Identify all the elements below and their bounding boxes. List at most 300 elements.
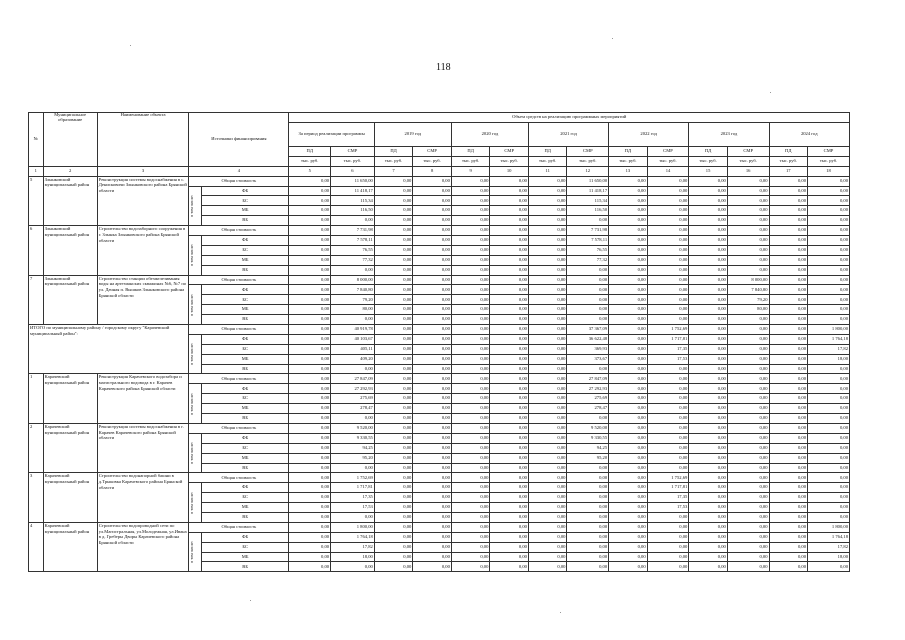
value-cell: 0,00 xyxy=(451,295,490,305)
value-cell: 0,00 xyxy=(808,453,850,463)
value-cell: 0,00 xyxy=(413,414,452,424)
source-code: БС xyxy=(201,196,289,206)
value-cell: 0,00 xyxy=(727,443,769,453)
unit-header: тыс. руб. xyxy=(490,156,529,166)
value-cell: 0,00 xyxy=(451,483,490,493)
value-cell: 0,00 xyxy=(490,503,529,513)
source-code: ВБ xyxy=(201,562,289,572)
smr-header: СМР xyxy=(331,147,375,157)
value-cell: 0,00 xyxy=(689,275,728,285)
value-cell: 0,00 xyxy=(647,265,689,275)
value-cell: 0,00 xyxy=(609,483,648,493)
value-cell: 0,00 xyxy=(609,334,648,344)
value-cell: 0,00 xyxy=(769,236,808,246)
value-cell: 0,00 xyxy=(413,394,452,404)
value-cell: 0,00 xyxy=(451,325,490,335)
value-cell: 0,00 xyxy=(727,562,769,572)
value-cell: 0,00 xyxy=(374,236,413,246)
value-cell: 0,00 xyxy=(567,552,609,562)
value-cell: 8 000,00 xyxy=(331,275,375,285)
in-that-number-label xyxy=(189,532,202,572)
row-number: 3 xyxy=(29,473,44,522)
value-cell: 0,00 xyxy=(769,473,808,483)
source-code: МБ xyxy=(201,404,289,414)
value-cell: 0,00 xyxy=(413,334,452,344)
value-cell: 0,00 xyxy=(808,285,850,295)
value-cell: 0,00 xyxy=(689,325,728,335)
in-that-number-text: в том числе: xyxy=(189,244,195,267)
value-cell: 1 800,00 xyxy=(808,522,850,532)
value-cell: 94,25 xyxy=(331,443,375,453)
value-cell: 0,00 xyxy=(528,404,567,414)
value-cell: 0,00 xyxy=(689,493,728,503)
value-cell: 17,35 xyxy=(331,493,375,503)
value-cell: 0,00 xyxy=(609,216,648,226)
value-cell: 0,00 xyxy=(528,453,567,463)
value-cell: 0,00 xyxy=(528,522,567,532)
value-cell: 0,00 xyxy=(808,206,850,216)
value-cell: 0,00 xyxy=(451,236,490,246)
value-cell: 0,00 xyxy=(609,394,648,404)
value-cell: 0,00 xyxy=(609,196,648,206)
value-cell: 0,00 xyxy=(808,443,850,453)
row-number: 7 xyxy=(29,275,44,324)
value-cell: 1 764,18 xyxy=(808,532,850,542)
value-cell: 7 840,80 xyxy=(331,285,375,295)
value-cell: 0,00 xyxy=(289,453,331,463)
value-cell: 0,00 xyxy=(647,275,689,285)
value-cell: 0,00 xyxy=(808,196,850,206)
value-cell: 0,00 xyxy=(609,255,648,265)
source-code: МБ xyxy=(201,255,289,265)
value-cell: 0,00 xyxy=(289,275,331,285)
pd-header: ПД xyxy=(769,147,808,157)
value-cell: 0,00 xyxy=(451,334,490,344)
value-cell: 0,00 xyxy=(490,493,529,503)
value-cell: 0,00 xyxy=(727,542,769,552)
smr-header: СМР xyxy=(490,147,529,157)
value-cell: 0,00 xyxy=(374,443,413,453)
value-cell: 17,53 xyxy=(331,503,375,513)
value-cell: 0,00 xyxy=(689,483,728,493)
value-cell: 0,00 xyxy=(413,305,452,315)
value-cell: 0,00 xyxy=(331,216,375,226)
value-cell: 0,00 xyxy=(289,305,331,315)
value-cell: 0,00 xyxy=(567,493,609,503)
value-cell: 0,00 xyxy=(769,285,808,295)
value-cell: 0,00 xyxy=(528,285,567,295)
row-number: 2 xyxy=(29,423,44,472)
object-name: Строительство станции обезжелезивания воды на артезианских скважинах №6, №7 по ул. Дачная п. Вышков Злынковского района Брянской области xyxy=(97,275,189,324)
year-header: 2021 год xyxy=(528,123,608,147)
value-cell: 0,00 xyxy=(490,453,529,463)
value-cell: 17,53 xyxy=(647,503,689,513)
col-volume-header: Объем средств на реализацию программных мероприятий xyxy=(289,113,850,123)
value-cell: 0,00 xyxy=(528,186,567,196)
unit-header: тыс. руб. xyxy=(808,156,850,166)
unit-header: тыс. руб. xyxy=(528,156,567,166)
value-cell: 18,00 xyxy=(331,552,375,562)
col-number: 2 xyxy=(43,166,97,176)
col-number: 12 xyxy=(567,166,609,176)
value-cell: 0,00 xyxy=(490,344,529,354)
value-cell: 0,00 xyxy=(567,542,609,552)
value-cell: 409,20 xyxy=(331,354,375,364)
value-cell: 0,00 xyxy=(567,562,609,572)
table-row xyxy=(29,473,850,483)
value-cell: 0,00 xyxy=(490,245,529,255)
value-cell: 0,00 xyxy=(808,394,850,404)
value-cell: 0,00 xyxy=(689,562,728,572)
value-cell: 0,00 xyxy=(769,503,808,513)
col-number: 15 xyxy=(689,166,728,176)
value-cell: 0,00 xyxy=(528,236,567,246)
value-cell: 0,00 xyxy=(689,334,728,344)
value-cell: 0,00 xyxy=(374,315,413,325)
value-cell: 0,00 xyxy=(808,255,850,265)
value-cell: 0,00 xyxy=(528,542,567,552)
value-cell: 0,00 xyxy=(528,483,567,493)
value-cell: 0,00 xyxy=(647,384,689,394)
value-cell: 0,00 xyxy=(374,186,413,196)
value-cell: 0,00 xyxy=(567,265,609,275)
value-cell: 0,00 xyxy=(769,334,808,344)
value-cell: 0,00 xyxy=(727,265,769,275)
value-cell: 0,00 xyxy=(647,423,689,433)
value-cell: 0,00 xyxy=(289,463,331,473)
value-cell: 0,00 xyxy=(490,176,529,186)
value-cell: 0,00 xyxy=(727,473,769,483)
value-cell: 0,00 xyxy=(490,552,529,562)
value-cell: 0,00 xyxy=(769,404,808,414)
value-cell: 0,00 xyxy=(689,176,728,186)
value-cell: 0,00 xyxy=(374,226,413,236)
value-cell: 0,00 xyxy=(609,453,648,463)
value-cell: 0,00 xyxy=(609,552,648,562)
value-cell: 18,00 xyxy=(808,552,850,562)
value-cell: 0,00 xyxy=(528,552,567,562)
value-cell: 0,00 xyxy=(727,255,769,265)
value-cell: 373,67 xyxy=(567,354,609,364)
value-cell: 0,00 xyxy=(374,334,413,344)
value-cell: 0,00 xyxy=(451,245,490,255)
municipality-name: Злынковский муниципальный район xyxy=(43,275,97,324)
value-cell: 0,00 xyxy=(490,483,529,493)
value-cell: 1 752,69 xyxy=(647,473,689,483)
municipality-name: Карачевский муниципальный район xyxy=(43,423,97,472)
value-cell: 0,00 xyxy=(289,226,331,236)
value-cell: 0,00 xyxy=(647,305,689,315)
value-cell: 0,00 xyxy=(289,384,331,394)
value-cell: 0,00 xyxy=(413,532,452,542)
value-cell: 0,00 xyxy=(528,394,567,404)
value-cell: 0,00 xyxy=(331,414,375,424)
value-cell: 0,00 xyxy=(413,483,452,493)
value-cell: 0,00 xyxy=(647,206,689,216)
value-cell: 0,00 xyxy=(490,562,529,572)
value-cell: 0,00 xyxy=(490,443,529,453)
value-cell: 0,00 xyxy=(528,245,567,255)
value-cell: 0,00 xyxy=(451,305,490,315)
unit-header: тыс. руб. xyxy=(567,156,609,166)
value-cell: 0,00 xyxy=(374,374,413,384)
source-code: ФБ xyxy=(201,186,289,196)
value-cell: 0,00 xyxy=(609,512,648,522)
municipality-name: Злынковский муниципальный район xyxy=(43,176,97,225)
col-number: 16 xyxy=(727,166,769,176)
value-cell: 0,00 xyxy=(689,384,728,394)
value-cell: 0,00 xyxy=(769,493,808,503)
value-cell: 0,00 xyxy=(769,354,808,364)
value-cell: 0,00 xyxy=(647,404,689,414)
value-cell: 0,00 xyxy=(451,414,490,424)
value-cell: 0,00 xyxy=(289,186,331,196)
value-cell: 0,00 xyxy=(374,305,413,315)
value-cell: 0,00 xyxy=(647,562,689,572)
row-number: 5 xyxy=(29,176,44,225)
value-cell: 0,00 xyxy=(609,344,648,354)
source-code: ФБ xyxy=(201,334,289,344)
col-object-header: Наименование объекта xyxy=(97,113,189,167)
value-cell: 0,00 xyxy=(689,226,728,236)
value-cell: 0,00 xyxy=(727,186,769,196)
value-cell: 0,00 xyxy=(769,305,808,315)
value-cell: 0,00 xyxy=(490,463,529,473)
value-cell: 0,00 xyxy=(647,512,689,522)
value-cell: 0,00 xyxy=(647,394,689,404)
value-cell: 0,00 xyxy=(567,285,609,295)
value-cell: 0,00 xyxy=(689,374,728,384)
value-cell: 0,00 xyxy=(609,522,648,532)
value-cell: 0,00 xyxy=(769,206,808,216)
value-cell: 0,00 xyxy=(289,245,331,255)
value-cell: 0,00 xyxy=(727,196,769,206)
value-cell: 0,00 xyxy=(451,285,490,295)
source-code: БС xyxy=(201,344,289,354)
value-cell: 116,50 xyxy=(567,206,609,216)
value-cell: 0,00 xyxy=(374,493,413,503)
value-cell: 0,00 xyxy=(289,315,331,325)
value-cell: 0,00 xyxy=(727,384,769,394)
value-cell: 0,00 xyxy=(689,295,728,305)
value-cell: 0,00 xyxy=(609,374,648,384)
value-cell: 0,00 xyxy=(609,473,648,483)
value-cell: 0,00 xyxy=(609,236,648,246)
value-cell: 0,00 xyxy=(727,176,769,186)
value-cell: 0,00 xyxy=(413,245,452,255)
value-cell: 0,00 xyxy=(808,404,850,414)
value-cell: 0,00 xyxy=(451,354,490,364)
row-number: 6 xyxy=(29,226,44,275)
value-cell: 0,00 xyxy=(769,275,808,285)
municipality-name: Злынковский муниципальный район xyxy=(43,226,97,275)
unit-header: тыс. руб. xyxy=(331,156,375,166)
value-cell: 0,00 xyxy=(413,364,452,374)
value-cell: 79,20 xyxy=(727,295,769,305)
value-cell: 0,00 xyxy=(490,414,529,424)
value-cell: 0,00 xyxy=(413,512,452,522)
value-cell: 0,00 xyxy=(413,206,452,216)
value-cell: 0,00 xyxy=(374,344,413,354)
value-cell: 0,00 xyxy=(808,562,850,572)
value-cell: 0,00 xyxy=(647,255,689,265)
value-cell: 0,00 xyxy=(374,394,413,404)
unit-header: тыс. руб. xyxy=(727,156,769,166)
value-cell: 0,00 xyxy=(769,414,808,424)
value-cell: 9 330,55 xyxy=(567,433,609,443)
in-that-number-text: в том числе: xyxy=(189,442,195,465)
smr-header: СМР xyxy=(647,147,689,157)
value-cell: 0,00 xyxy=(413,285,452,295)
value-cell: 0,00 xyxy=(528,315,567,325)
value-cell: 278,47 xyxy=(567,404,609,414)
value-cell: 0,00 xyxy=(647,196,689,206)
value-cell: 0,00 xyxy=(490,364,529,374)
total-cost-label: Общая стоимость xyxy=(189,226,289,236)
value-cell: 0,00 xyxy=(413,265,452,275)
value-cell: 0,00 xyxy=(490,275,529,285)
value-cell: 0,00 xyxy=(769,532,808,542)
value-cell: 0,00 xyxy=(808,433,850,443)
value-cell: 0,00 xyxy=(374,463,413,473)
value-cell: 0,00 xyxy=(374,483,413,493)
value-cell: 0,00 xyxy=(374,245,413,255)
value-cell: 0,00 xyxy=(647,295,689,305)
value-cell: 115,34 xyxy=(567,196,609,206)
value-cell: 0,00 xyxy=(609,325,648,335)
value-cell: 0,00 xyxy=(689,463,728,473)
value-cell: 0,00 xyxy=(727,483,769,493)
in-that-number-label xyxy=(189,483,202,523)
unit-header: тыс. руб. xyxy=(413,156,452,166)
value-cell: 0,00 xyxy=(374,364,413,374)
value-cell: 0,00 xyxy=(769,512,808,522)
source-code: БС xyxy=(201,295,289,305)
value-cell: 0,00 xyxy=(808,473,850,483)
value-cell: 0,00 xyxy=(727,453,769,463)
value-cell: 0,00 xyxy=(528,354,567,364)
value-cell: 0,00 xyxy=(567,522,609,532)
value-cell: 0,00 xyxy=(808,493,850,503)
value-cell: 9 520,00 xyxy=(331,423,375,433)
smr-header: СМР xyxy=(808,147,850,157)
value-cell: 0,00 xyxy=(689,255,728,265)
value-cell: 0,00 xyxy=(413,503,452,513)
col-source-header: Источники финансирования xyxy=(189,113,289,167)
value-cell: 0,00 xyxy=(490,295,529,305)
value-cell: 0,00 xyxy=(727,532,769,542)
value-cell: 0,00 xyxy=(289,414,331,424)
value-cell: 0,00 xyxy=(727,206,769,216)
value-cell: 0,00 xyxy=(528,493,567,503)
value-cell: 0,00 xyxy=(689,196,728,206)
value-cell: 0,00 xyxy=(289,216,331,226)
value-cell: 0,00 xyxy=(451,265,490,275)
value-cell: 0,00 xyxy=(374,423,413,433)
value-cell: 0,00 xyxy=(567,512,609,522)
value-cell: 76,55 xyxy=(567,245,609,255)
value-cell: 0,00 xyxy=(490,236,529,246)
value-cell: 7 578,11 xyxy=(331,236,375,246)
value-cell: 0,00 xyxy=(727,512,769,522)
year-header: 2020 год xyxy=(451,123,528,147)
value-cell: 0,00 xyxy=(689,512,728,522)
value-cell: 0,00 xyxy=(567,275,609,285)
value-cell: 0,00 xyxy=(490,522,529,532)
value-cell: 0,00 xyxy=(727,354,769,364)
value-cell: 0,00 xyxy=(528,443,567,453)
value-cell: 0,00 xyxy=(727,325,769,335)
value-cell: 17,53 xyxy=(647,354,689,364)
value-cell: 115,34 xyxy=(331,196,375,206)
col-number: 13 xyxy=(609,166,648,176)
value-cell: 7 731,98 xyxy=(331,226,375,236)
source-code: МБ xyxy=(201,503,289,513)
value-cell: 0,00 xyxy=(374,453,413,463)
value-cell: 0,00 xyxy=(769,226,808,236)
value-cell: 8 000,00 xyxy=(727,275,769,285)
value-cell: 1 764,18 xyxy=(808,334,850,344)
value-cell: 0,00 xyxy=(374,325,413,335)
value-cell: 0,00 xyxy=(609,443,648,453)
value-cell: 27 292,93 xyxy=(331,384,375,394)
value-cell: 0,00 xyxy=(413,216,452,226)
source-code: ФБ xyxy=(201,236,289,246)
col-number: 4 xyxy=(189,166,289,176)
value-cell: 0,00 xyxy=(289,483,331,493)
value-cell: 0,00 xyxy=(528,503,567,513)
value-cell: 0,00 xyxy=(413,473,452,483)
value-cell: 0,00 xyxy=(413,463,452,473)
value-cell: 0,00 xyxy=(567,532,609,542)
unit-header: тыс. руб. xyxy=(374,156,413,166)
source-code: МБ xyxy=(201,206,289,216)
value-cell: 0,00 xyxy=(609,295,648,305)
value-cell: 0,00 xyxy=(609,275,648,285)
municipality-name: Карачевский муниципальный район xyxy=(43,374,97,423)
value-cell: 0,00 xyxy=(609,414,648,424)
value-cell: 17,35 xyxy=(647,493,689,503)
value-cell: 0,00 xyxy=(727,216,769,226)
value-cell: 0,00 xyxy=(528,414,567,424)
value-cell: 0,00 xyxy=(413,275,452,285)
value-cell: 11 650,00 xyxy=(567,176,609,186)
value-cell: 0,00 xyxy=(289,206,331,216)
value-cell: 0,00 xyxy=(451,275,490,285)
value-cell: 37 367,09 xyxy=(567,325,609,335)
value-cell: 0,00 xyxy=(808,384,850,394)
value-cell: 0,00 xyxy=(528,255,567,265)
total-cost-label: Общая стоимость xyxy=(189,473,289,483)
value-cell: 0,00 xyxy=(490,186,529,196)
table-row xyxy=(29,275,850,285)
value-cell: 17,82 xyxy=(808,344,850,354)
value-cell: 0,00 xyxy=(289,334,331,344)
value-cell: 0,00 xyxy=(413,374,452,384)
in-that-number-label xyxy=(189,186,202,226)
value-cell: 0,00 xyxy=(413,552,452,562)
table-row xyxy=(29,226,850,236)
in-that-number-text: в том числе: xyxy=(189,293,195,316)
value-cell: 0,00 xyxy=(490,206,529,216)
value-cell: 0,00 xyxy=(609,206,648,216)
value-cell: 0,00 xyxy=(413,542,452,552)
object-name: Строительство водопроводной сети по ул.Магистральная, ул.Молодежная, ул.Ивана в д. Греберы Двоpы Карачевского района Брянской области xyxy=(97,522,189,571)
value-cell: 0,00 xyxy=(689,186,728,196)
year-header: 2022 год xyxy=(609,123,689,147)
value-cell: 0,00 xyxy=(769,374,808,384)
value-cell: 0,00 xyxy=(451,315,490,325)
